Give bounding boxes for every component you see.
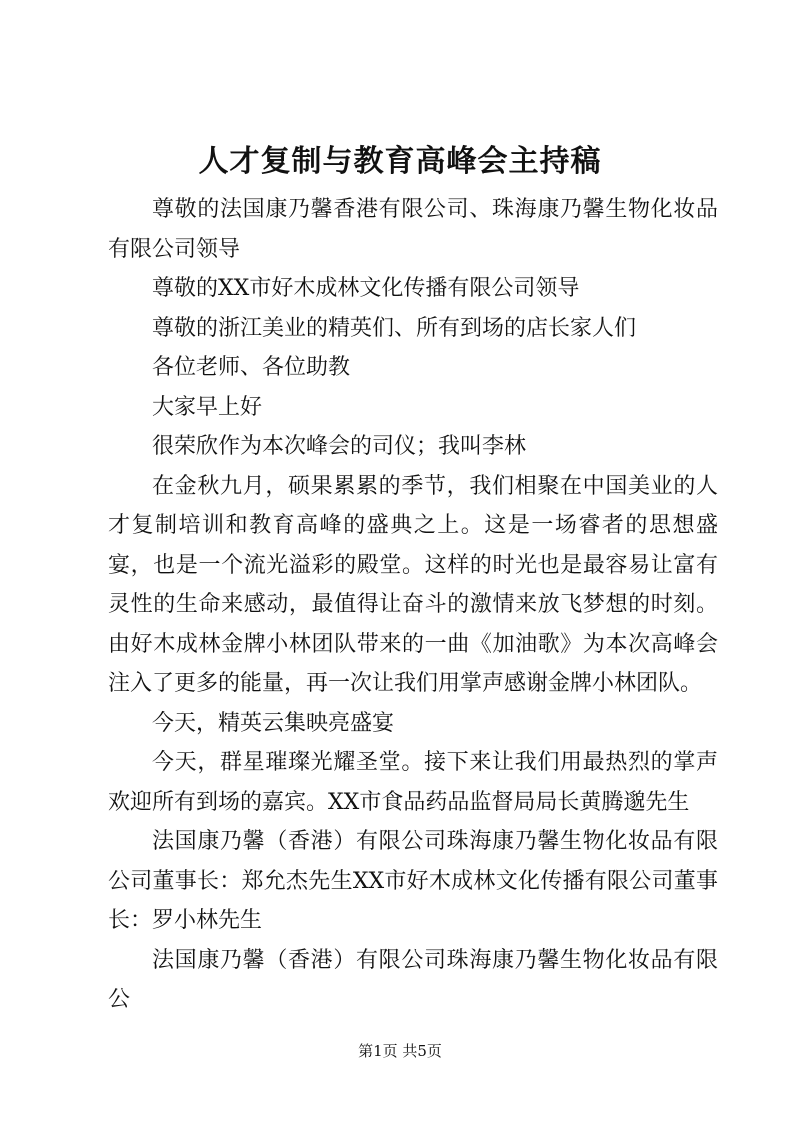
paragraph-guest-list-2: 法国康乃馨（香港）有限公司珠海康乃馨生物化妆品有限公 (108, 947, 718, 1012)
paragraph-greeting-5: 大家早上好 (152, 394, 263, 420)
page-number: 第1页 共5页 (358, 1042, 442, 1060)
paragraph-welcome-guests: 今天，群星璀璨光耀圣堂。接下来让我们用最热烈的掌声欢迎所有到场的嘉宾。XX市食品药品监督局局长黄腾邈先生 (108, 750, 718, 815)
paragraph-opening: 在金秋九月，硕果累累的季节，我们相聚在中国美业的人才复制培训和教育高峰的盛典之上。这是一场睿者的思想盛宴，也是一个流光溢彩的殿堂。这样的时光也是最容易让富有灵性的生命来感动，最值得让奋斗的激情来放飞梦想的时刻。由好木成林金牌小林团队带来的一曲《加油歌》为本次高峰会注入了更多的能量，再一次让我们用掌声感谢金牌小林团队。 (108, 473, 718, 696)
paragraph-guest-list-1: 法国康乃馨（香港）有限公司珠海康乃馨生物化妆品有限公司董事长：郑允杰先生XX市好木成林文化传播有限公司董事长：罗小林先生 (108, 829, 718, 933)
paragraph-elite: 今天，精英云集映亮盛宴 (152, 710, 395, 736)
paragraph-greeting-1: 尊敬的法国康乃馨香港有限公司、珠海康乃馨生物化妆品有限公司领导 (108, 197, 718, 262)
document-body (108, 190, 718, 1020)
paragraph-greeting-2: 尊敬的XX市好木成林文化传播有限公司领导 (152, 276, 580, 301)
paragraph-greeting-4: 各位老师、各位助教 (152, 355, 351, 380)
document-title: 人才复制与教育高峰会主持稿 (198, 144, 602, 179)
paragraph-introduction: 很荣欣作为本次峰会的司仪；我叫李林 (152, 434, 527, 459)
paragraph-greeting-3: 尊敬的浙江美业的精英们、所有到场的店长家人们 (152, 315, 637, 341)
